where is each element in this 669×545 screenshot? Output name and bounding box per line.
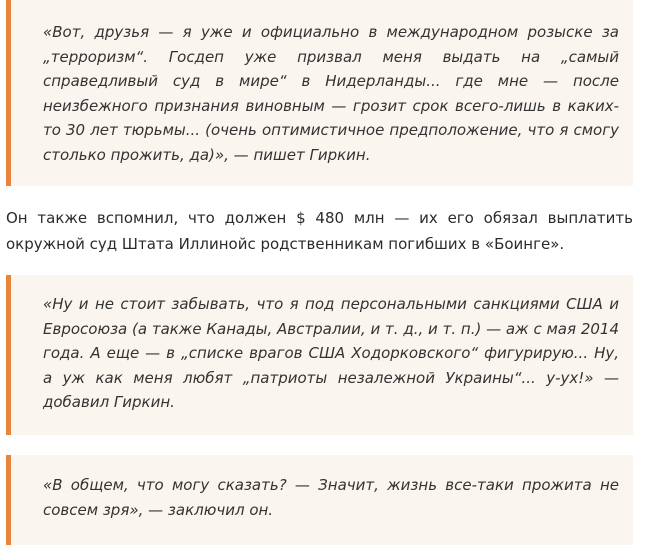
blockquote-3	[6, 455, 633, 545]
blockquote-2	[6, 275, 633, 435]
quote-1-text: «Вот, друзья — я уже и официально в международном розыске за „терроризм“. Госдеп уже призвал меня выдать на „самый справедливый суд в мире“ в Нидерланды... где мне — после неизбежного признания виновным — грозит срок всего-лишь в каких-то 30 лет тюрьмы... (очень оптимистичное предположение, что я смогу столько прожить, да)», — пишет Гиркин.	[43, 23, 619, 164]
quote-2-text: «Ну и не стоит забывать, что я под персональными санкциями США и Евросоюза (а также Канады, Австралии, и т. д., и т. п.) — аж с мая 2014 года. А еще — в „списке врагов США Ходорковского“ фигурирую... Ну, а уж как меня любят „патриоты незалежной Украины“... у-ух!» — добавил Гиркин.	[43, 295, 619, 411]
blockquote-1	[6, 0, 633, 186]
article-paragraph: Он также вспомнил, что должен $ 480 млн — их его обязал выплатить окружной суд Штата Иллинойс родственникам погибших в «Боинге».	[6, 209, 633, 253]
quote-3-text: «В общем, что могу сказать? — Значит, жизнь все-таки прожита не совсем зря», — заключил он.	[43, 476, 619, 519]
